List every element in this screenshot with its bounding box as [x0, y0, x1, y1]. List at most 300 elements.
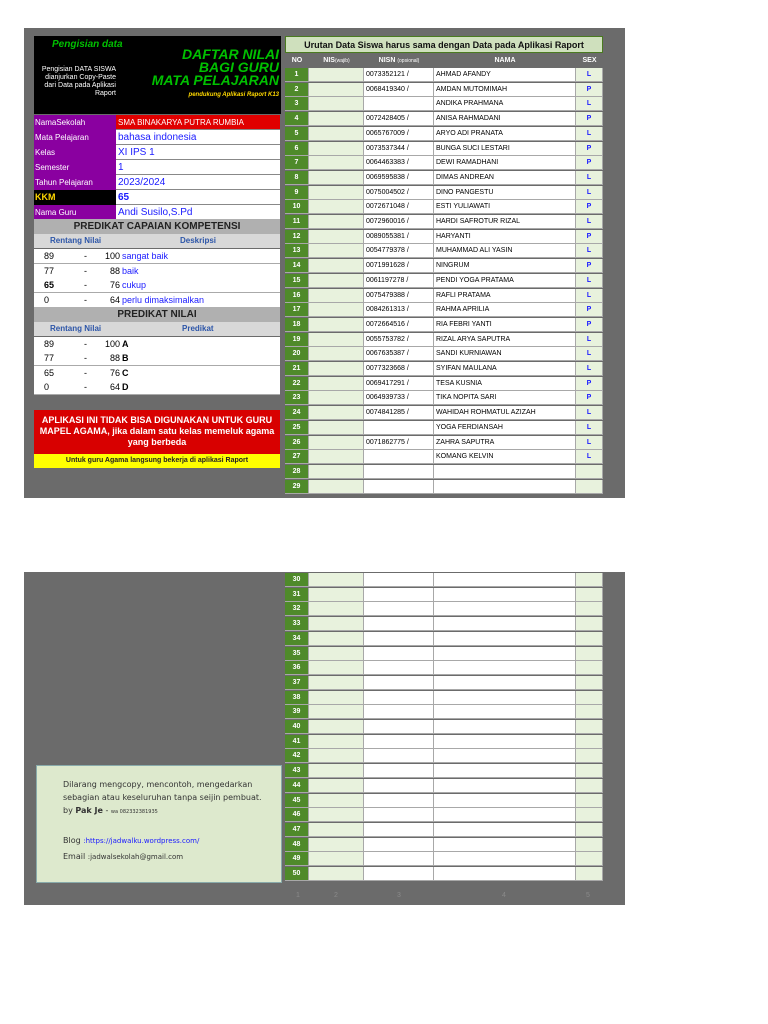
sex-cell[interactable]: [576, 691, 603, 705]
row-number: 1: [285, 68, 309, 82]
table-row: [285, 171, 603, 186]
nama-cell[interactable]: NINGRUM: [434, 259, 576, 273]
sex-cell[interactable]: [576, 705, 603, 719]
nisn-cell[interactable]: [364, 794, 434, 808]
nama-cell[interactable]: DIMAS ANDREAN: [434, 171, 576, 185]
range-min: 0: [44, 295, 50, 305]
nis-cell[interactable]: [309, 779, 364, 793]
kompetensi-header: [34, 234, 280, 248]
range-max: 100: [104, 339, 120, 349]
nama-cell[interactable]: [434, 588, 576, 602]
nama-cell[interactable]: ANDIKA PRAHMANA: [434, 97, 576, 111]
info-label: Nama Guru: [34, 205, 116, 220]
nama-cell[interactable]: [434, 617, 576, 631]
nama-cell[interactable]: [434, 867, 576, 881]
nama-cell[interactable]: WAHIDAH ROHMATUL AZIZAH: [434, 406, 576, 420]
info-value-cell[interactable]: 65: [116, 190, 280, 205]
sex-cell[interactable]: L: [576, 97, 603, 111]
nisn-cell[interactable]: 0073537344 /: [364, 142, 434, 156]
table-row: [285, 661, 603, 676]
nis-cell[interactable]: [309, 244, 364, 258]
sex-cell[interactable]: [576, 764, 603, 778]
sex-cell[interactable]: L: [576, 333, 603, 347]
nisn-cell[interactable]: [364, 779, 434, 793]
nama-cell[interactable]: RIZAL ARYA SAPUTRA: [434, 333, 576, 347]
info-value-cell[interactable]: Andi Susilo,S.Pd: [116, 205, 280, 220]
nis-cell[interactable]: [309, 436, 364, 450]
nis-cell[interactable]: [309, 215, 364, 229]
nis-cell[interactable]: [309, 852, 364, 866]
sex-cell[interactable]: [576, 617, 603, 631]
table-row: [285, 200, 603, 215]
row-number: 2: [285, 83, 309, 97]
nis-cell[interactable]: [309, 142, 364, 156]
range-sep: -: [84, 295, 87, 305]
nisn-cell[interactable]: [364, 573, 434, 587]
range-sep: -: [84, 368, 87, 378]
nisn-cell[interactable]: [364, 465, 434, 479]
table-row: [285, 823, 603, 838]
header-left-note: Pengisian DATA SISWA dianjurkan Copy-Paste dari Data pada Aplikasi Raport: [41, 66, 116, 97]
range-max: 88: [109, 353, 120, 363]
nisn-cell[interactable]: [364, 691, 434, 705]
sex-cell[interactable]: L: [576, 450, 603, 464]
nisn-cell[interactable]: 0075004502 /: [364, 186, 434, 200]
row-number: 20: [285, 347, 309, 361]
row-number: 4: [285, 112, 309, 126]
predikat-row[interactable]: [34, 337, 280, 352]
sex-cell[interactable]: [576, 794, 603, 808]
nisn-cell[interactable]: [364, 450, 434, 464]
nama-cell[interactable]: [434, 647, 576, 661]
sex-cell[interactable]: P: [576, 377, 603, 391]
kompetensi-row[interactable]: [34, 264, 280, 279]
row-number: 46: [285, 808, 309, 822]
row-number: 15: [285, 274, 309, 288]
nis-cell[interactable]: [309, 465, 364, 479]
nis-cell[interactable]: [309, 274, 364, 288]
table-row: [285, 808, 603, 823]
nis-cell[interactable]: [309, 362, 364, 376]
nama-cell[interactable]: [434, 720, 576, 734]
sex-cell[interactable]: L: [576, 421, 603, 435]
sex-cell[interactable]: [576, 808, 603, 822]
row-number: 37: [285, 676, 309, 690]
sex-cell[interactable]: [576, 647, 603, 661]
nis-cell[interactable]: [309, 347, 364, 361]
sex-cell[interactable]: P: [576, 83, 603, 97]
nisn-cell[interactable]: 0075479388 /: [364, 289, 434, 303]
nama-cell[interactable]: SANDI KURNIAWAN: [434, 347, 576, 361]
nis-cell[interactable]: [309, 602, 364, 616]
nis-cell[interactable]: [309, 83, 364, 97]
row-number: 32: [285, 602, 309, 616]
column-number: 1: [296, 892, 300, 899]
nama-cell[interactable]: HARDI SAFROTUR RIZAL: [434, 215, 576, 229]
sex-cell[interactable]: L: [576, 406, 603, 420]
sex-cell[interactable]: [576, 749, 603, 763]
table-row: [285, 318, 603, 333]
nisn-cell[interactable]: 0089055381 /: [364, 230, 434, 244]
table-row: [285, 362, 603, 377]
nama-cell[interactable]: YOGA FERDIANSAH: [434, 421, 576, 435]
nama-cell[interactable]: TIKA NOPITA SARI: [434, 391, 576, 405]
sex-cell[interactable]: L: [576, 186, 603, 200]
nisn-cell[interactable]: 0054779378 /: [364, 244, 434, 258]
nis-cell[interactable]: [309, 333, 364, 347]
nama-cell[interactable]: PENDI YOGA PRATAMA: [434, 274, 576, 288]
nis-cell[interactable]: [309, 421, 364, 435]
table-row: [285, 347, 603, 362]
info-value-cell[interactable]: 1: [116, 160, 280, 175]
nisn-cell[interactable]: [364, 647, 434, 661]
table-row: [285, 573, 603, 588]
row-number: 12: [285, 230, 309, 244]
sex-cell[interactable]: L: [576, 127, 603, 141]
sex-cell[interactable]: [576, 867, 603, 881]
sex-cell[interactable]: L: [576, 68, 603, 82]
nis-cell[interactable]: [309, 794, 364, 808]
sex-cell[interactable]: L: [576, 347, 603, 361]
sex-cell[interactable]: [576, 573, 603, 587]
blog-link[interactable]: :https://jadwalku.wordpress.com/: [83, 837, 200, 845]
range-min: 77: [44, 266, 55, 276]
table-row: [285, 112, 603, 127]
sex-cell[interactable]: [576, 480, 603, 494]
table-row: [285, 691, 603, 706]
nis-cell[interactable]: [309, 749, 364, 763]
nisn-cell[interactable]: 0072960016 /: [364, 215, 434, 229]
range-max: 76: [109, 280, 120, 290]
nis-cell[interactable]: [309, 171, 364, 185]
sex-cell[interactable]: P: [576, 318, 603, 332]
nis-cell[interactable]: [309, 720, 364, 734]
sex-cell[interactable]: [576, 465, 603, 479]
nama-cell[interactable]: RIA FEBRI YANTI: [434, 318, 576, 332]
nama-cell[interactable]: [434, 764, 576, 778]
nis-cell[interactable]: [309, 68, 364, 82]
sex-cell[interactable]: P: [576, 156, 603, 170]
nis-cell[interactable]: [309, 377, 364, 391]
nama-cell[interactable]: [434, 676, 576, 690]
nama-cell[interactable]: DEWI RAMADHANI: [434, 156, 576, 170]
sex-cell[interactable]: L: [576, 274, 603, 288]
table-row: [285, 377, 603, 392]
nama-cell[interactable]: SYIFAN MAULANA: [434, 362, 576, 376]
table-row: [285, 83, 603, 98]
col-nis-label: NIS: [323, 57, 335, 64]
nama-cell[interactable]: [434, 808, 576, 822]
range-desc: perlu dimaksimalkan: [122, 295, 205, 305]
nis-cell[interactable]: [309, 764, 364, 778]
nama-cell[interactable]: [434, 749, 576, 763]
row-number: 47: [285, 823, 309, 837]
nisn-cell[interactable]: [364, 867, 434, 881]
range-pred: D: [122, 382, 129, 392]
predikat-row[interactable]: [34, 366, 280, 381]
nama-cell[interactable]: ANISA RAHMADANI: [434, 112, 576, 126]
row-number: 26: [285, 436, 309, 450]
sex-cell[interactable]: P: [576, 230, 603, 244]
nisn-cell[interactable]: [364, 808, 434, 822]
nisn-cell[interactable]: [364, 852, 434, 866]
nisn-cell[interactable]: 0064463383 /: [364, 156, 434, 170]
info-value-cell[interactable]: 2023/2024: [116, 175, 280, 190]
kompetensi-row[interactable]: [34, 249, 280, 264]
nisn-cell[interactable]: [364, 676, 434, 690]
nisn-cell[interactable]: [364, 823, 434, 837]
sex-cell[interactable]: [576, 735, 603, 749]
nisn-cell[interactable]: 0069417291 /: [364, 377, 434, 391]
sex-cell[interactable]: [576, 838, 603, 852]
nisn-cell[interactable]: 0055753782 /: [364, 333, 434, 347]
table-row: [285, 632, 603, 647]
sex-cell[interactable]: [576, 676, 603, 690]
predikat-row[interactable]: [34, 351, 280, 366]
nis-cell[interactable]: [309, 406, 364, 420]
nama-cell[interactable]: [434, 838, 576, 852]
nisn-cell[interactable]: [364, 97, 434, 111]
range-desc: sangat baik: [122, 251, 169, 261]
sex-cell[interactable]: [576, 779, 603, 793]
nis-cell[interactable]: [309, 156, 364, 170]
nisn-cell[interactable]: 0073352121 /: [364, 68, 434, 82]
nisn-cell[interactable]: [364, 602, 434, 616]
nama-cell[interactable]: [434, 823, 576, 837]
info-row-semester: [34, 160, 280, 175]
row-number: 21: [285, 362, 309, 376]
nisn-cell[interactable]: [364, 617, 434, 631]
nama-cell[interactable]: TESA KUSNIA: [434, 377, 576, 391]
row-number: 45: [285, 794, 309, 808]
nis-cell[interactable]: [309, 647, 364, 661]
row-number: 11: [285, 215, 309, 229]
nis-cell[interactable]: [309, 391, 364, 405]
nisn-cell[interactable]: 0064939733 /: [364, 391, 434, 405]
nama-cell[interactable]: AMDAN MUTOMIMAH: [434, 83, 576, 97]
nama-cell[interactable]: [434, 632, 576, 646]
nis-cell[interactable]: [309, 289, 364, 303]
nis-cell[interactable]: [309, 480, 364, 494]
nis-cell[interactable]: [309, 112, 364, 126]
range-max: 76: [109, 368, 120, 378]
nama-cell[interactable]: [434, 465, 576, 479]
col-deskripsi: Deskripsi: [180, 236, 217, 245]
info-label: Tahun Pelajaran: [34, 175, 116, 190]
nis-cell[interactable]: [309, 705, 364, 719]
range-sep: -: [84, 382, 87, 392]
nisn-cell[interactable]: [364, 661, 434, 675]
nama-cell[interactable]: RAFLI PRATAMA: [434, 289, 576, 303]
nis-cell[interactable]: [309, 97, 364, 111]
nis-cell[interactable]: [309, 200, 364, 214]
sex-cell[interactable]: L: [576, 244, 603, 258]
nisn-cell[interactable]: 0072664516 /: [364, 318, 434, 332]
nisn-cell[interactable]: [364, 632, 434, 646]
header-title-line: BAGI GURU: [198, 59, 279, 75]
nisn-cell[interactable]: [364, 749, 434, 763]
nisn-cell[interactable]: 0077323668 /: [364, 362, 434, 376]
nis-cell[interactable]: [309, 823, 364, 837]
nisn-cell[interactable]: [364, 720, 434, 734]
nis-cell[interactable]: [309, 186, 364, 200]
row-number: 36: [285, 661, 309, 675]
col-no: NO: [291, 57, 303, 64]
nama-cell[interactable]: ZAHRA SAPUTRA: [434, 436, 576, 450]
sex-cell[interactable]: [576, 588, 603, 602]
nisn-cell[interactable]: 0071991628 /: [364, 259, 434, 273]
nama-cell[interactable]: [434, 794, 576, 808]
nis-cell[interactable]: [309, 230, 364, 244]
row-number: 6: [285, 142, 309, 156]
header-title-line: MATA PELAJARAN: [151, 72, 279, 88]
info-label: KKM: [34, 190, 116, 205]
sex-cell[interactable]: L: [576, 215, 603, 229]
row-number: 38: [285, 691, 309, 705]
nis-cell[interactable]: [309, 617, 364, 631]
sex-cell[interactable]: L: [576, 362, 603, 376]
nisn-cell[interactable]: 0065767009 /: [364, 127, 434, 141]
nisn-cell[interactable]: [364, 588, 434, 602]
sex-cell[interactable]: L: [576, 289, 603, 303]
table-row: [285, 867, 603, 882]
sex-cell[interactable]: P: [576, 112, 603, 126]
copyright-author: Pak Je: [75, 806, 103, 815]
nisn-cell[interactable]: [364, 421, 434, 435]
nama-cell[interactable]: KOMANG KELVIN: [434, 450, 576, 464]
nis-cell[interactable]: [309, 318, 364, 332]
nisn-cell[interactable]: [364, 838, 434, 852]
nisn-cell[interactable]: 0072428405 /: [364, 112, 434, 126]
nisn-cell[interactable]: 0069595838 /: [364, 171, 434, 185]
row-number: 9: [285, 186, 309, 200]
nis-cell[interactable]: [309, 808, 364, 822]
nis-cell[interactable]: [309, 450, 364, 464]
row-number: 8: [285, 171, 309, 185]
sex-cell[interactable]: L: [576, 436, 603, 450]
info-row-kelas: [34, 145, 280, 160]
nama-cell[interactable]: [434, 705, 576, 719]
info-value-cell[interactable]: XI IPS 1: [116, 145, 280, 160]
predikat-title: PREDIKAT NILAI: [34, 307, 280, 322]
nama-cell[interactable]: [434, 735, 576, 749]
sex-cell[interactable]: [576, 852, 603, 866]
row-number: 35: [285, 647, 309, 661]
sex-cell[interactable]: P: [576, 142, 603, 156]
sex-cell[interactable]: [576, 602, 603, 616]
nisn-cell[interactable]: [364, 764, 434, 778]
nisn-cell[interactable]: 0084261313 /: [364, 303, 434, 317]
nama-cell[interactable]: [434, 661, 576, 675]
nama-cell[interactable]: [434, 573, 576, 587]
nis-cell[interactable]: [309, 676, 364, 690]
sex-cell[interactable]: P: [576, 200, 603, 214]
nama-cell[interactable]: DINO PANGESTU: [434, 186, 576, 200]
email-line: [63, 852, 183, 861]
nisn-cell[interactable]: 0072671048 /: [364, 200, 434, 214]
sex-cell[interactable]: L: [576, 171, 603, 185]
nama-cell[interactable]: [434, 779, 576, 793]
row-number: 50: [285, 867, 309, 881]
info-value-cell[interactable]: SMA BINAKARYA PUTRA RUMBIA: [116, 115, 280, 130]
nis-cell[interactable]: [309, 588, 364, 602]
nisn-cell[interactable]: 0071862775 /: [364, 436, 434, 450]
sex-cell[interactable]: P: [576, 303, 603, 317]
row-number: 49: [285, 852, 309, 866]
row-number: 3: [285, 97, 309, 111]
nis-cell[interactable]: [309, 661, 364, 675]
row-number: 44: [285, 779, 309, 793]
nama-cell[interactable]: ARYO ADI PRANATA: [434, 127, 576, 141]
table-row: [285, 749, 603, 764]
nisn-cell[interactable]: [364, 735, 434, 749]
nama-cell[interactable]: ESTI YULIAWATI: [434, 200, 576, 214]
sex-cell[interactable]: [576, 720, 603, 734]
nama-cell[interactable]: BUNGA SUCI LESTARI: [434, 142, 576, 156]
nisn-cell[interactable]: [364, 705, 434, 719]
sex-cell[interactable]: [576, 661, 603, 675]
header-title-line: DAFTAR NILAI: [182, 46, 279, 62]
nis-cell[interactable]: [309, 691, 364, 705]
sex-cell[interactable]: [576, 632, 603, 646]
nis-cell[interactable]: [309, 127, 364, 141]
predikat-row[interactable]: [34, 380, 280, 395]
table-row: [285, 421, 603, 436]
range-sep: -: [84, 251, 87, 261]
header-title: [152, 48, 279, 87]
email-address[interactable]: :jadwalsekolah@gmail.com: [87, 853, 184, 861]
table-row: [285, 602, 603, 617]
nama-cell[interactable]: HARYANTI: [434, 230, 576, 244]
nisn-cell[interactable]: 0074841285 /: [364, 406, 434, 420]
nama-cell[interactable]: [434, 602, 576, 616]
header-subtitle: pendukung Aplikasi Raport K13: [188, 92, 279, 98]
info-value-cell[interactable]: bahasa indonesia: [116, 130, 280, 145]
nama-cell[interactable]: [434, 852, 576, 866]
sex-cell[interactable]: P: [576, 391, 603, 405]
copyright-by: by: [63, 806, 73, 815]
range-min: 89: [44, 339, 55, 349]
nama-cell[interactable]: [434, 691, 576, 705]
nis-cell[interactable]: [309, 303, 364, 317]
row-number: 16: [285, 289, 309, 303]
nama-cell[interactable]: [434, 480, 576, 494]
sex-cell[interactable]: P: [576, 259, 603, 273]
nisn-cell[interactable]: 0061197278 /: [364, 274, 434, 288]
nama-cell[interactable]: MUHAMMAD ALI YASIN: [434, 244, 576, 258]
nis-cell[interactable]: [309, 867, 364, 881]
range-sep: -: [84, 266, 87, 276]
nis-cell[interactable]: [309, 259, 364, 273]
table-row: [285, 156, 603, 171]
nama-cell[interactable]: RAHMA APRILIA: [434, 303, 576, 317]
nisn-cell[interactable]: [364, 480, 434, 494]
kompetensi-row[interactable]: [34, 278, 280, 293]
nis-cell[interactable]: [309, 632, 364, 646]
col-nama: NAMA: [494, 57, 516, 64]
nisn-cell[interactable]: 0067635387 /: [364, 347, 434, 361]
nis-cell[interactable]: [309, 838, 364, 852]
info-label: Mata Pelajaran: [34, 130, 116, 145]
nis-cell[interactable]: [309, 735, 364, 749]
nama-cell[interactable]: AHMAD AFANDY: [434, 68, 576, 82]
sex-cell[interactable]: [576, 823, 603, 837]
nis-cell[interactable]: [309, 573, 364, 587]
nisn-cell[interactable]: 0068419340 /: [364, 83, 434, 97]
kompetensi-row[interactable]: [34, 293, 280, 308]
col-nis-sub: (wajib): [334, 58, 350, 64]
table-row: [285, 391, 603, 406]
